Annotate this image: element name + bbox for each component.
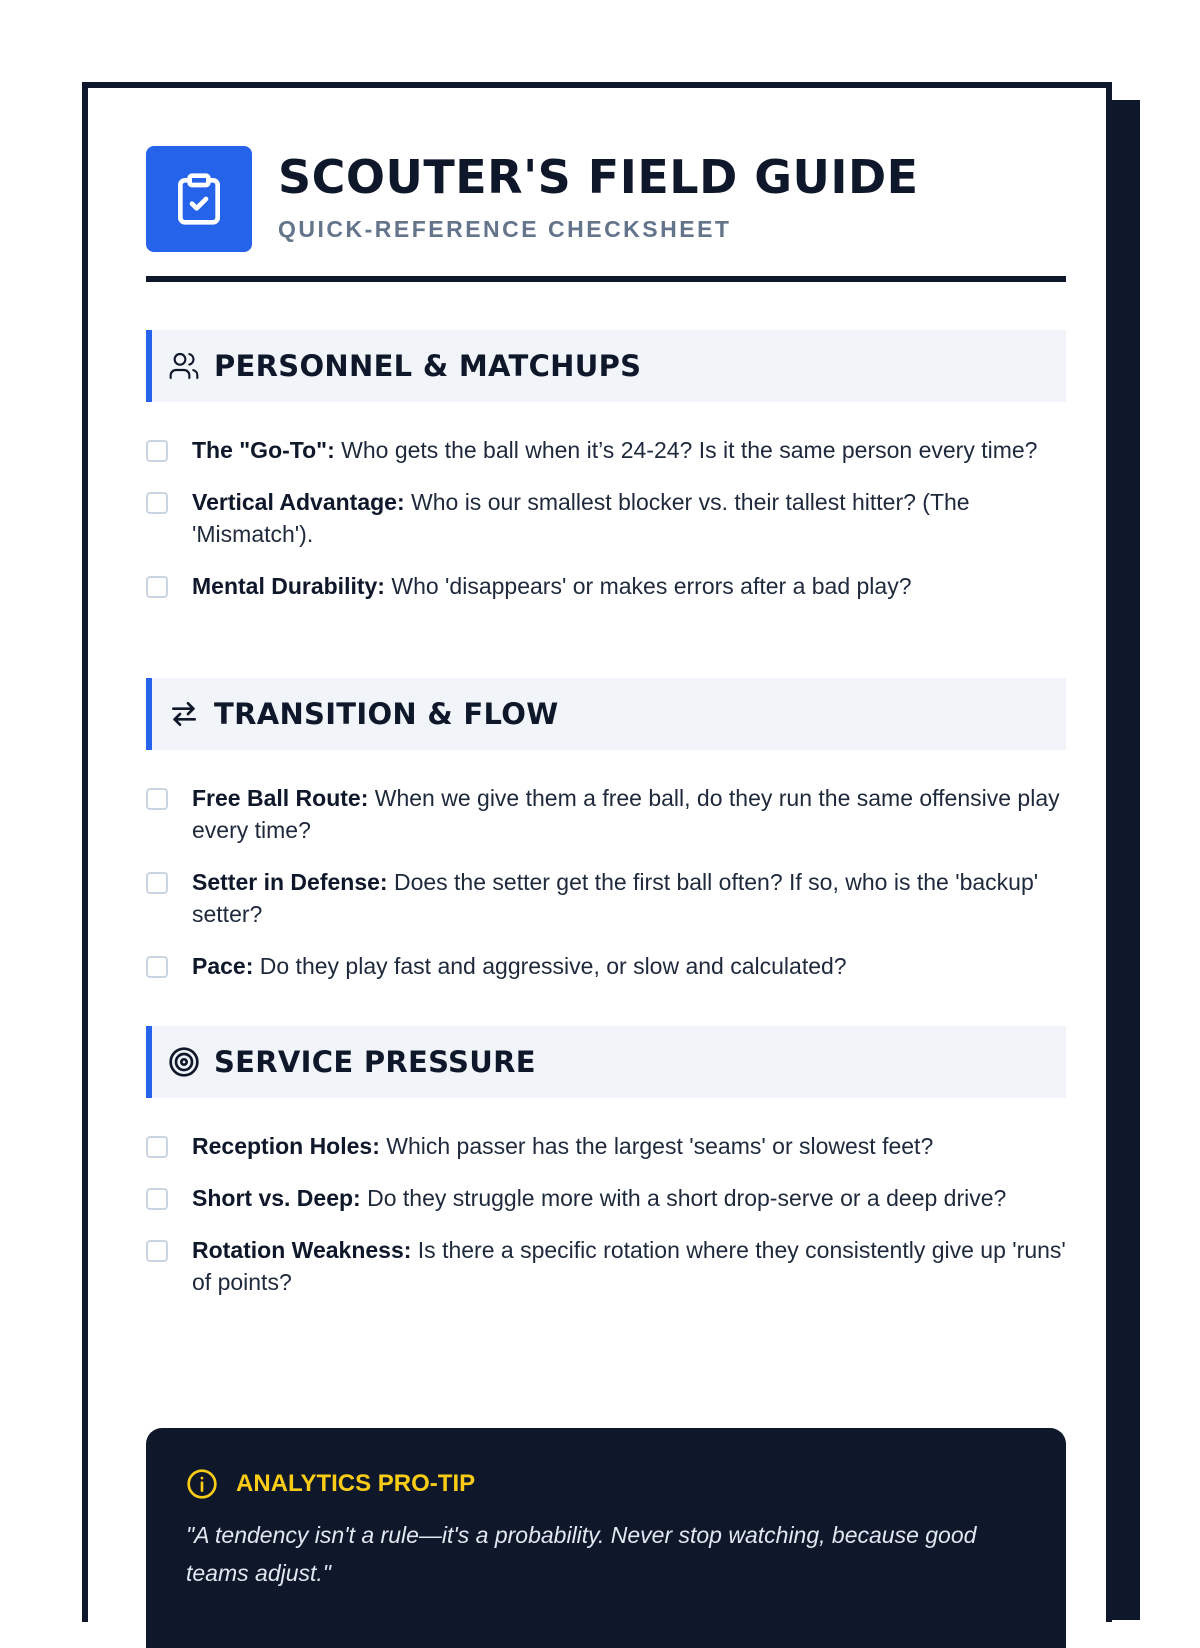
- page-title: SCOUTER'S FIELD GUIDE: [278, 150, 919, 204]
- section-transition-flow: [146, 678, 1066, 1002]
- checkbox[interactable]: [146, 956, 168, 978]
- item-description: Is there a specific rotation where they consistently give up 'runs' of points?: [192, 1237, 1066, 1295]
- checklist-item: [146, 486, 1066, 550]
- checklist-item: [146, 1234, 1066, 1298]
- checklist-item: [146, 950, 1066, 982]
- checklist-item: [146, 782, 1066, 846]
- pro-tip-quote: "A tendency isn't a rule—it's a probability. Never stop watching, because good teams adjust.": [186, 1522, 977, 1586]
- section-header: [146, 678, 1066, 750]
- header-divider: [146, 276, 1066, 282]
- section-header: [146, 1026, 1066, 1098]
- item-label: Reception Holes:: [192, 1133, 380, 1159]
- checkbox[interactable]: [146, 872, 168, 894]
- item-label: Mental Durability:: [192, 573, 385, 599]
- checklist-item: [146, 1130, 1066, 1162]
- arrows-swap-icon: [168, 698, 200, 730]
- item-description: Who 'disappears' or makes errors after a bad play?: [384, 573, 912, 599]
- pro-tip-title: ANALYTICS PRO-TIP: [236, 1470, 476, 1497]
- checkbox[interactable]: [146, 1240, 168, 1262]
- item-description: Who gets the ball when it’s 24-24? Is it the same person every time?: [334, 437, 1038, 463]
- pro-tip-box: [146, 1428, 1066, 1648]
- item-label: Rotation Weakness:: [192, 1237, 412, 1263]
- pro-tip-header: [186, 1468, 475, 1500]
- page-subtitle: QUICK-REFERENCE CHECKSHEET: [278, 216, 732, 242]
- checklist-item: [146, 434, 1066, 466]
- clipboard-check-icon: [146, 146, 252, 252]
- item-label: Free Ball Route:: [192, 785, 369, 811]
- item-description: Who is our smallest blocker vs. their tallest hitter? (The 'Mismatch').: [192, 489, 970, 547]
- section-title: TRANSITION & FLOW: [214, 697, 559, 731]
- checklist: [146, 1130, 1066, 1298]
- checkbox[interactable]: [146, 1136, 168, 1158]
- checkbox[interactable]: [146, 788, 168, 810]
- info-circle-icon: [186, 1468, 218, 1500]
- item-label: The "Go-To":: [192, 437, 335, 463]
- item-description: Do they struggle more with a short drop-serve or a deep drive?: [360, 1185, 1007, 1211]
- item-description: When we give them a free ball, do they run the same offensive play every time?: [192, 785, 1060, 843]
- checklist-item: [146, 1182, 1066, 1214]
- section-service-pressure: [146, 1026, 1066, 1318]
- checklist: [146, 782, 1066, 982]
- checklist-item: [146, 570, 1066, 602]
- checkbox[interactable]: [146, 440, 168, 462]
- checklist: [146, 434, 1066, 602]
- field-guide-card: [82, 82, 1112, 1622]
- checkbox[interactable]: [146, 1188, 168, 1210]
- checkbox[interactable]: [146, 492, 168, 514]
- section-header: [146, 330, 1066, 402]
- item-label: Short vs. Deep:: [192, 1185, 361, 1211]
- item-description: Does the setter get the first ball often? If so, who is the 'backup' setter?: [192, 869, 1039, 927]
- target-icon: [168, 1046, 200, 1078]
- item-label: Setter in Defense:: [192, 869, 388, 895]
- guide-header: [146, 146, 1066, 280]
- item-label: Vertical Advantage:: [192, 489, 405, 515]
- checklist-item: [146, 866, 1066, 930]
- item-label: Pace:: [192, 953, 254, 979]
- users-icon: [168, 350, 200, 382]
- section-title: PERSONNEL & MATCHUPS: [214, 349, 642, 383]
- checkbox[interactable]: [146, 576, 168, 598]
- section-personnel-matchups: [146, 330, 1066, 622]
- item-description: Which passer has the largest 'seams' or slowest feet?: [379, 1133, 934, 1159]
- section-title: SERVICE PRESSURE: [214, 1045, 536, 1079]
- item-description: Do they play fast and aggressive, or slow and calculated?: [253, 953, 847, 979]
